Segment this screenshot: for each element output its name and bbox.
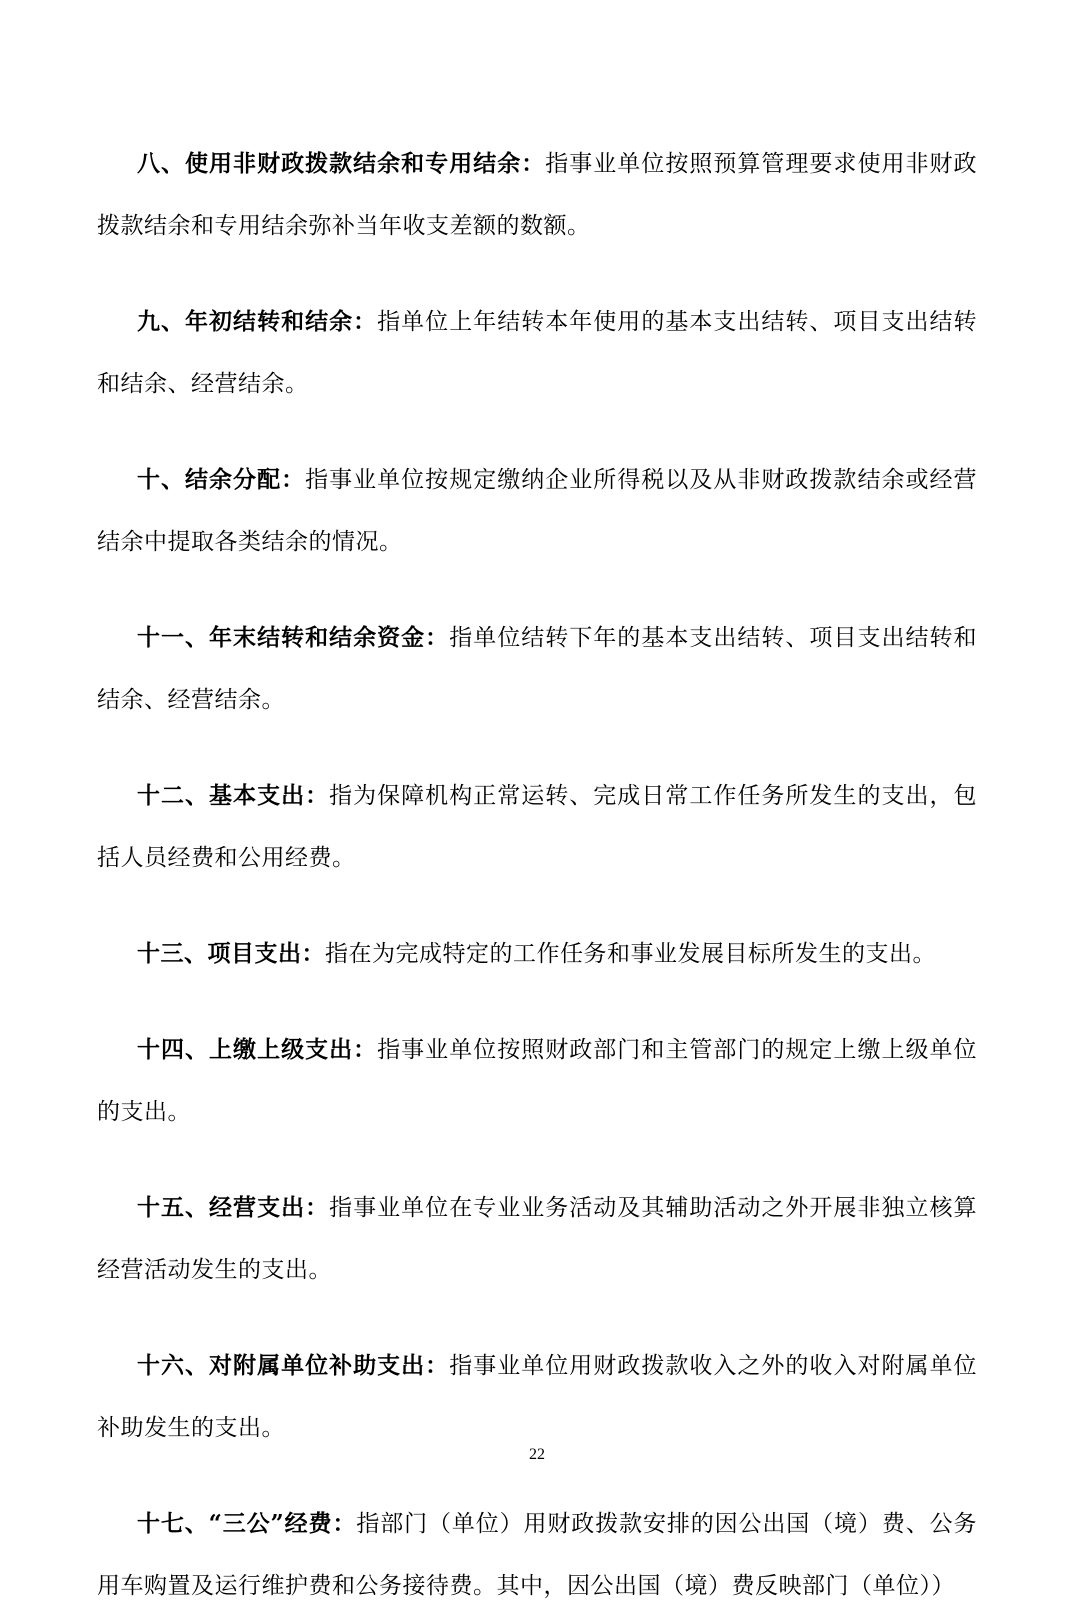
term-heading: 十五、经营支出： bbox=[137, 1194, 330, 1221]
term-definition: 指事业单位用财政拨款收入之外的收入对附属单位补助发生的支出。 bbox=[97, 1353, 978, 1441]
paragraph-subsidiary-subsidy bbox=[97, 1335, 977, 1459]
term-definition: 指部门（单位）用财政拨款安排的因公出国（境）费、公务用车购置及运行维护费和公务接待费。其中，因公出国（境）费反映部门（单位）） bbox=[97, 1511, 977, 1599]
paragraph-beginning-carryover bbox=[97, 291, 977, 415]
term-heading: 十二、基本支出： bbox=[137, 782, 330, 809]
term-heading: 十一、年末结转和结余资金： bbox=[137, 624, 450, 651]
page-number: 22 bbox=[529, 1446, 545, 1463]
term-heading: 八、使用非财政拨款结余和专用结余： bbox=[137, 150, 546, 177]
term-heading: 十四、上缴上级支出： bbox=[137, 1036, 378, 1063]
term-heading: 九、年初结转和结余： bbox=[137, 308, 378, 335]
term-definition: 指在为完成特定的工作任务和事业发展目标所发生的支出。 bbox=[325, 941, 936, 967]
paragraph-project-expenditure bbox=[97, 923, 977, 985]
paragraph-three-public-expenses bbox=[97, 1493, 977, 1617]
term-heading: 十七、“三公”经费： bbox=[137, 1510, 357, 1537]
paragraph-use-non-fiscal-surplus bbox=[97, 133, 977, 257]
term-definition: 指单位结转下年的基本支出结转、项目支出结转和结余、经营结余。 bbox=[97, 625, 978, 713]
term-heading: 十六、对附属单位补助支出： bbox=[137, 1352, 450, 1379]
term-definition: 指事业单位在专业业务活动及其辅助活动之外开展非独立核算经营活动发生的支出。 bbox=[97, 1195, 978, 1283]
paragraph-year-end-carryover bbox=[97, 607, 977, 731]
paragraph-basic-expenditure bbox=[97, 765, 977, 889]
term-definition: 指事业单位按照财政部门和主管部门的规定上缴上级单位的支出。 bbox=[97, 1037, 978, 1125]
paragraph-surplus-distribution bbox=[97, 449, 977, 573]
term-heading: 十三、项目支出： bbox=[137, 940, 325, 967]
term-definition: 指事业单位按规定缴纳企业所得税以及从非财政拨款结余或经营结余中提取各类结余的情况。 bbox=[97, 467, 978, 555]
term-definition: 指单位上年结转本年使用的基本支出结转、项目支出结转和结余、经营结余。 bbox=[97, 309, 978, 397]
term-heading: 十、结余分配： bbox=[137, 466, 306, 493]
term-definition: 指事业单位按照预算管理要求使用非财政拨款结余和专用结余弥补当年收支差额的数额。 bbox=[97, 151, 978, 239]
paragraph-operating-expenditure bbox=[97, 1177, 977, 1301]
document-body bbox=[97, 133, 977, 1617]
paragraph-remittance-to-superior bbox=[97, 1019, 977, 1143]
term-definition: 指为保障机构正常运转、完成日常工作任务所发生的支出，包括人员经费和公用经费。 bbox=[97, 783, 978, 871]
